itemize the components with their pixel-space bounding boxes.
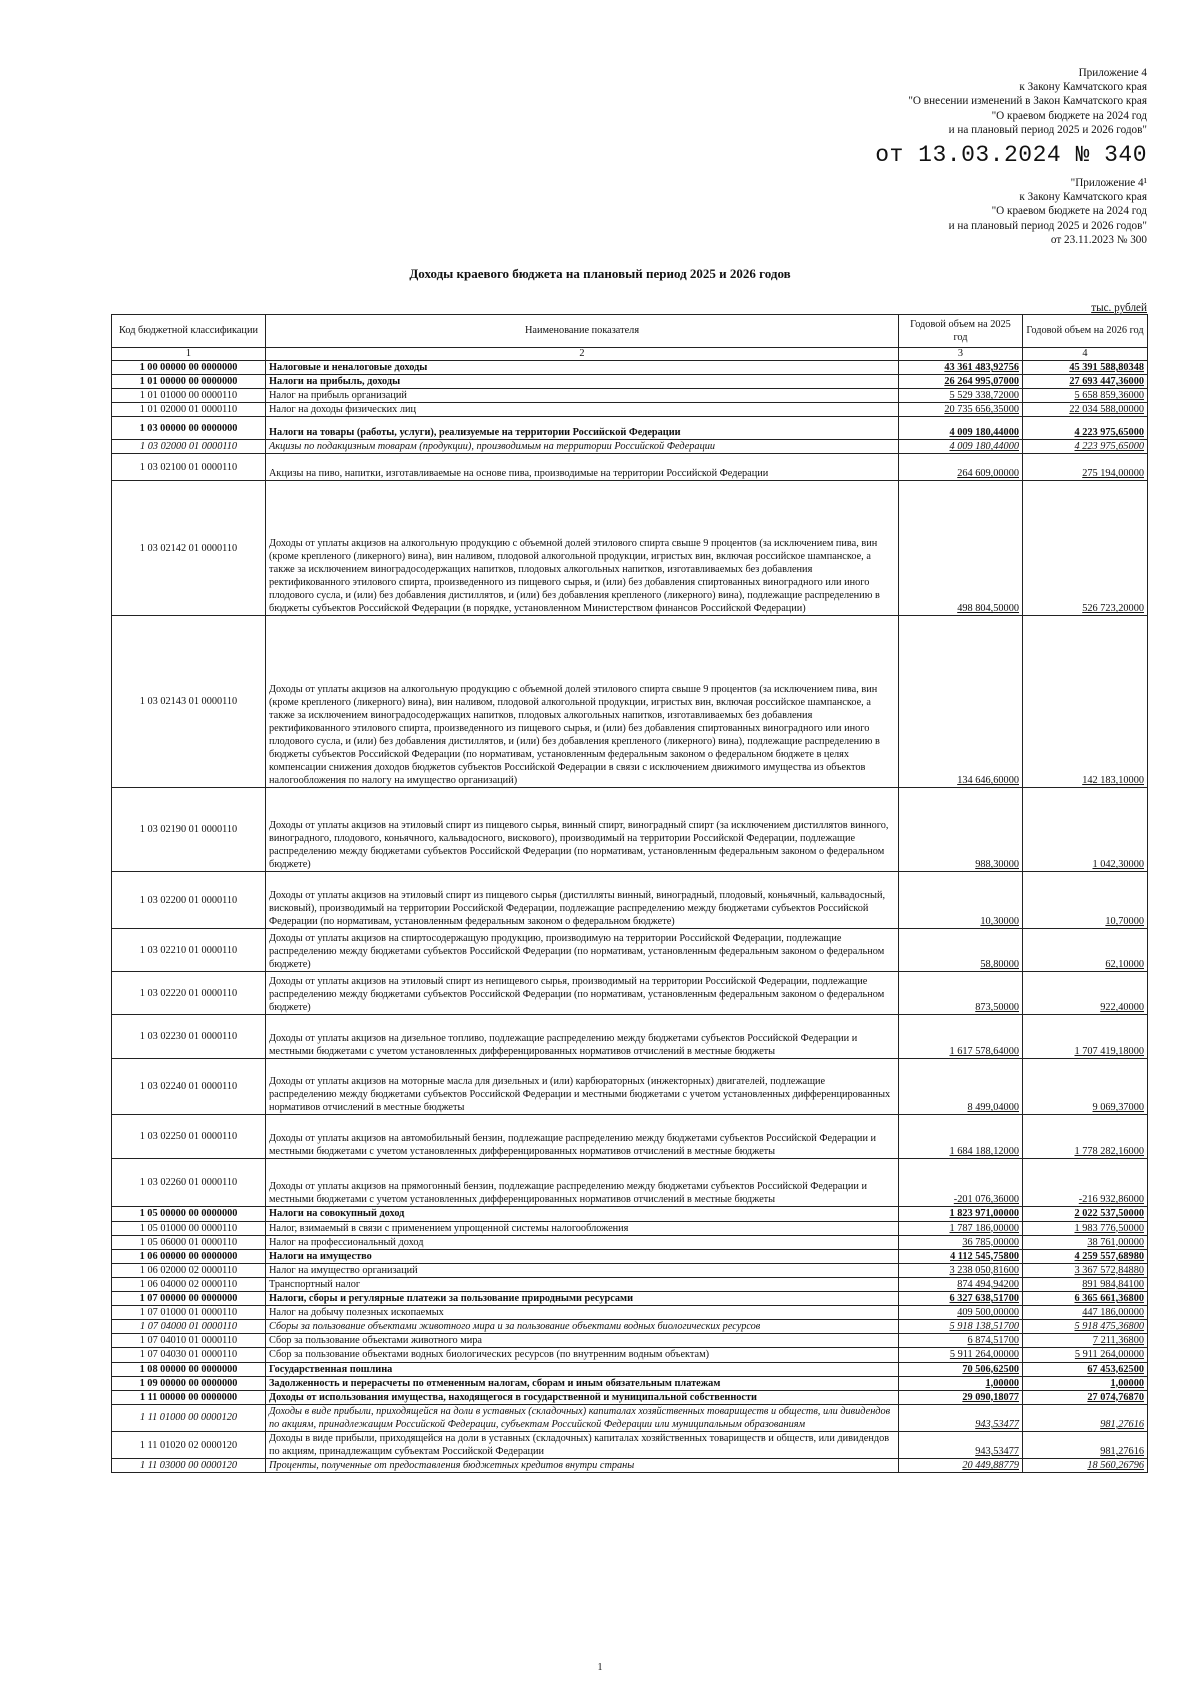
cell-y2026: 67 453,62500 (1023, 1362, 1148, 1376)
date-number-stamp: от 13.03.2024 № 340 (875, 142, 1147, 168)
cell-name: Государственная пошлина (266, 1362, 899, 1376)
cell-y2026: 5 911 264,00000 (1023, 1348, 1148, 1362)
cell-name: Сбор за пользование объектами водных биологических ресурсов (по внутренним водным объектам) (266, 1348, 899, 1362)
cell-code: 1 11 01000 00 0000120 (112, 1404, 266, 1431)
cell-name: Доходы от уплаты акцизов на дизельное топливо, подлежащие распределению между бюджетами субъектов Российской Федерации и местными бюджетами с учетом установленных дифференцированных нормативов отчислений в местные бюджеты (266, 1015, 899, 1059)
cell-name: Доходы от уплаты акцизов на автомобильный бензин, подлежащие распределению между бюджетами субъектов Российской Федерации и местными бюджетами с учетом установленных дифференцированных нормативов отчислений в местные бюджеты (266, 1115, 899, 1159)
cell-code: 1 11 03000 00 0000120 (112, 1459, 266, 1473)
cell-y2026: 526 723,20000 (1023, 481, 1148, 616)
column-number: 4 (1023, 348, 1148, 361)
cell-y2025: 264 609,00000 (899, 454, 1023, 481)
cell-name: Налог на добычу полезных ископаемых (266, 1306, 899, 1320)
cell-code: 1 03 02000 01 0000110 (112, 440, 266, 454)
table-row (112, 788, 1148, 872)
table-row (112, 417, 1148, 440)
cell-y2025: 498 804,50000 (899, 481, 1023, 616)
cell-code: 1 03 02143 01 0000110 (112, 616, 266, 788)
header-line: к Закону Камчатского края (1019, 191, 1147, 204)
table-row (112, 481, 1148, 616)
cell-name: Акцизы по подакцизным товарам (продукции), производимым на территории Российской Федерации (266, 440, 899, 454)
cell-y2025: 4 009 180,44000 (899, 417, 1023, 440)
cell-y2025: 4 112 545,75800 (899, 1249, 1023, 1263)
cell-y2026: 4 259 557,68980 (1023, 1249, 1148, 1263)
cell-y2025: 943,53477 (899, 1431, 1023, 1458)
cell-y2025: 5 918 138,51700 (899, 1320, 1023, 1334)
cell-code: 1 03 02240 01 0000110 (112, 1059, 266, 1115)
cell-y2026: 1 042,30000 (1023, 788, 1148, 872)
column-header-2026: Годовой объем на 2026 год (1023, 315, 1148, 348)
cell-y2026: 5 658 859,36000 (1023, 389, 1148, 403)
cell-code: 1 11 00000 00 0000000 (112, 1390, 266, 1404)
cell-code: 1 03 02250 01 0000110 (112, 1115, 266, 1159)
cell-code: 1 06 04000 02 0000110 (112, 1277, 266, 1291)
table-row (112, 1015, 1148, 1059)
cell-y2025: 70 506,62500 (899, 1362, 1023, 1376)
table-row (112, 1221, 1148, 1235)
cell-y2025: -201 076,36000 (899, 1159, 1023, 1207)
table-row (112, 403, 1148, 417)
cell-y2026: 275 194,00000 (1023, 454, 1148, 481)
cell-code: 1 00 00000 00 0000000 (112, 361, 266, 375)
column-number: 3 (899, 348, 1023, 361)
cell-code: 1 03 02200 01 0000110 (112, 872, 266, 929)
cell-code: 1 07 04030 01 0000110 (112, 1348, 266, 1362)
cell-code: 1 03 02190 01 0000110 (112, 788, 266, 872)
table-row (112, 1277, 1148, 1291)
cell-y2026: 45 391 588,80348 (1023, 361, 1148, 375)
cell-y2025: 1 684 188,12000 (899, 1115, 1023, 1159)
cell-name: Налоговые и неналоговые доходы (266, 361, 899, 375)
cell-name: Доходы от уплаты акцизов на спиртосодержащую продукцию, производимую на территории Российской Федерации, подлежащие распределению между бюджетами субъектов Российской Федерации (по нормативам, установленным федеральным законом о федеральном бюджете) (266, 929, 899, 972)
cell-y2026: 27 693 447,36000 (1023, 375, 1148, 389)
cell-name: Акцизы на пиво, напитки, изготавливаемые на основе пива, производимые на территории Российской Федерации (266, 454, 899, 481)
cell-y2025: 943,53477 (899, 1404, 1023, 1431)
cell-y2025: 5 529 338,72000 (899, 389, 1023, 403)
table-row (112, 1376, 1148, 1390)
table-row (112, 1348, 1148, 1362)
cell-y2025: 58,80000 (899, 929, 1023, 972)
table-row (112, 1362, 1148, 1376)
cell-y2026: 891 984,84100 (1023, 1277, 1148, 1291)
column-number: 1 (112, 348, 266, 361)
cell-code: 1 05 06000 01 0000110 (112, 1235, 266, 1249)
cell-code: 1 03 02220 01 0000110 (112, 972, 266, 1015)
cell-y2026: 5 918 475,36800 (1023, 1320, 1148, 1334)
table-row (112, 1390, 1148, 1404)
cell-y2025: 409 500,00000 (899, 1306, 1023, 1320)
cell-y2026: 7 211,36800 (1023, 1334, 1148, 1348)
table-body (112, 361, 1148, 1473)
cell-code: 1 03 02100 01 0000110 (112, 454, 266, 481)
table-row (112, 389, 1148, 403)
cell-y2025: 4 009 180,44000 (899, 440, 1023, 454)
cell-y2026: 1 707 419,18000 (1023, 1015, 1148, 1059)
header-line: и на плановый период 2025 и 2026 годов" (948, 219, 1147, 232)
cell-code: 1 06 02000 02 0000110 (112, 1263, 266, 1277)
cell-code: 1 03 02142 01 0000110 (112, 481, 266, 616)
cell-y2026: 922,40000 (1023, 972, 1148, 1015)
document-title: Доходы краевого бюджета на плановый период 2025 и 2026 годов (409, 266, 791, 281)
cell-y2026: 981,27616 (1023, 1431, 1148, 1458)
cell-code: 1 03 02260 01 0000110 (112, 1159, 266, 1207)
cell-y2025: 5 911 264,00000 (899, 1348, 1023, 1362)
header-line: "О краевом бюджете на 2024 год (991, 109, 1147, 122)
cell-name: Доходы от уплаты акцизов на моторные масла для дизельных и (или) карбюраторных (инжекторных) двигателей, подлежащие распределению между бюджетами субъектов Российской Федерации и местными бюджетами с учетом установленных дифференцированных нормативов отчислений в местные бюджеты (266, 1059, 899, 1115)
cell-code: 1 08 00000 00 0000000 (112, 1362, 266, 1376)
cell-y2025: 43 361 483,92756 (899, 361, 1023, 375)
table-row (112, 1431, 1148, 1458)
header-line: "О внесении изменений в Закон Камчатского края (908, 95, 1147, 108)
page-number: 1 (597, 1662, 603, 1673)
cell-code: 1 01 02000 01 0000110 (112, 403, 266, 417)
cell-name: Сбор за пользование объектами животного мира (266, 1334, 899, 1348)
table-row (112, 1306, 1148, 1320)
cell-y2025: 1,00000 (899, 1376, 1023, 1390)
cell-y2026: 2 022 537,50000 (1023, 1207, 1148, 1221)
cell-name: Налог на имущество организаций (266, 1263, 899, 1277)
cell-y2025: 29 090,18077 (899, 1390, 1023, 1404)
table-row (112, 972, 1148, 1015)
revenue-table (111, 314, 1148, 1473)
cell-code: 1 07 04010 01 0000110 (112, 1334, 266, 1348)
cell-name: Налоги на совокупный доход (266, 1207, 899, 1221)
cell-y2026: 142 183,10000 (1023, 616, 1148, 788)
cell-y2026: 1 983 776,50000 (1023, 1221, 1148, 1235)
column-number: 2 (266, 348, 899, 361)
units-label: тыс. рублей (1091, 302, 1147, 314)
cell-y2025: 873,50000 (899, 972, 1023, 1015)
table-row (112, 1459, 1148, 1473)
header-line: Приложение 4 (1078, 67, 1147, 79)
table-row (112, 1334, 1148, 1348)
cell-y2025: 988,30000 (899, 788, 1023, 872)
cell-y2026: 9 069,37000 (1023, 1059, 1148, 1115)
header-line: "О краевом бюджете на 2024 год (991, 205, 1147, 218)
cell-y2026: 10,70000 (1023, 872, 1148, 929)
cell-name: Налог на доходы физических лиц (266, 403, 899, 417)
cell-name: Доходы в виде прибыли, приходящейся на доли в уставных (складочных) капиталах хозяйственных товариществ и обществ, или дивидендов по акциям, принадлежащим субъектам Российской Федерации (266, 1431, 899, 1458)
cell-code: 1 01 01000 00 0000110 (112, 389, 266, 403)
cell-y2025: 1 617 578,64000 (899, 1015, 1023, 1059)
cell-y2025: 874 494,94200 (899, 1277, 1023, 1291)
table-row (112, 375, 1148, 389)
column-header-code: Код бюджетной классификации (112, 315, 266, 348)
header-line: "Приложение 4¹ (1070, 177, 1147, 189)
table-row (112, 440, 1148, 454)
table-row (112, 1320, 1148, 1334)
table-row (112, 1263, 1148, 1277)
column-number-row (112, 348, 1148, 361)
cell-y2025: 1 823 971,00000 (899, 1207, 1023, 1221)
cell-name: Проценты, полученные от предоставления бюджетных кредитов внутри страны (266, 1459, 899, 1473)
cell-y2026: 3 367 572,84880 (1023, 1263, 1148, 1277)
table-row (112, 1404, 1148, 1431)
header-line: от 23.11.2023 № 300 (1050, 233, 1147, 246)
cell-y2026: 62,10000 (1023, 929, 1148, 972)
cell-name: Доходы от уплаты акцизов на прямогонный бензин, подлежащие распределению между бюджетами субъектов Российской Федерации и местными бюджетами с учетом установленных дифференцированных нормативов отчислений в местные бюджеты (266, 1159, 899, 1207)
cell-code: 1 03 02230 01 0000110 (112, 1015, 266, 1059)
table-row (112, 872, 1148, 929)
cell-name: Доходы от уплаты акцизов на этиловый спирт из непищевого сырья, производимый на территории Российской Федерации, подлежащие распределению между бюджетами субъектов Российской Федерации (по нормативам, установленным федеральным законом о федеральном бюджете) (266, 972, 899, 1015)
cell-y2026: 27 074,76870 (1023, 1390, 1148, 1404)
cell-code: 1 05 00000 00 0000000 (112, 1207, 266, 1221)
cell-name: Налоги на прибыль, доходы (266, 375, 899, 389)
annex-header-bottom (949, 176, 1147, 247)
cell-y2025: 26 264 995,07000 (899, 375, 1023, 389)
cell-y2025: 6 327 638,51700 (899, 1292, 1023, 1306)
cell-code: 1 07 04000 01 0000110 (112, 1320, 266, 1334)
table-header-row (112, 315, 1148, 348)
cell-name: Доходы от уплаты акцизов на этиловый спирт из пищевого сырья, винный спирт, виноградный спирт (за исключением дистиллятов винного, виноградного, плодового, коньячного, кальвадосного, вискового), производимый на территории Российской Федерации, подлежащие распределению между бюджетами субъектов Российской Федерации (по нормативам, установленным федеральным законом о федеральном бюджете) (266, 788, 899, 872)
cell-y2026: 447 186,00000 (1023, 1306, 1148, 1320)
cell-name: Доходы от уплаты акцизов на алкогольную продукцию с объемной долей этилового спирта свыше 9 процентов (за исключением пива, вин (кроме крепленого (ликерного) вина), вин наливом, плодовой алкогольной продукции, игристых вин, включая российское шампанское, а также за исключением виноградосодержащих напитков, плодовых алкогольных напитков, изготавливаемых без добавления ректификованного этилового спирта, произведенного из пищевого сырья, и (или) без добавления спиртованных виноградного или иного плодового сусла, и (или) без добавления дистиллятов, и (или) без добавления крепленого (ликерного) вина), подлежащие распределению в бюджеты субъектов Российской Федерации (в порядке, установленном Министерством финансов Российской Федерации) (266, 481, 899, 616)
cell-y2025: 1 787 186,00000 (899, 1221, 1023, 1235)
cell-y2026: 18 560,26796 (1023, 1459, 1148, 1473)
cell-code: 1 07 01000 01 0000110 (112, 1306, 266, 1320)
table-row (112, 1159, 1148, 1207)
table-row (112, 1235, 1148, 1249)
cell-name: Налоги на имущество (266, 1249, 899, 1263)
cell-name: Доходы от уплаты акцизов на алкогольную продукцию с объемной долей этилового спирта свыше 9 процентов (за исключением пива, вин (кроме крепленого (ликерного) вина), вин наливом, плодовой алкогольной продукции, игристых вин, включая российское шампанское, а также за исключением виноградосодержащих напитков, плодовых алкогольных напитков, изготавливаемых без добавления ректификованного этилового спирта, произведенного из пищевого сырья, и (или) без добавления спиртованных виноградного или иного плодового сусла, и (или) без добавления дистиллятов, и (или) без добавления крепленого (ликерного) вина), подлежащие распределению в бюджеты субъектов Российской Федерации (по нормативам, установленным федеральным законом о федеральном бюджете в целях компенсации снижения доходов бюджетов субъектов Российской Федерации в связи с исключением движимого имущества из объектов налогообложения по налогу на имущество организаций) (266, 616, 899, 788)
cell-name: Налог, взимаемый в связи с применением упрощенной системы налогообложения (266, 1221, 899, 1235)
cell-y2025: 20 735 656,35000 (899, 403, 1023, 417)
table-row (112, 1115, 1148, 1159)
annex-header-top (908, 66, 1147, 137)
cell-code: 1 06 00000 00 0000000 (112, 1249, 266, 1263)
cell-y2026: 4 223 975,65000 (1023, 417, 1148, 440)
table-row (112, 454, 1148, 481)
cell-y2025: 10,30000 (899, 872, 1023, 929)
cell-code: 1 09 00000 00 0000000 (112, 1376, 266, 1390)
cell-code: 1 03 00000 00 0000000 (112, 417, 266, 440)
cell-name: Доходы от уплаты акцизов на этиловый спирт из пищевого сырья (дистилляты винный, виноградный, плодовый, коньячный, кальвадосный, висковый), производимый на территории Российской Федерации, подлежащие распределению между бюджетами субъектов Российской Федерации (по нормативам, установленным федеральным законом о федеральном бюджете) (266, 872, 899, 929)
cell-code: 1 01 00000 00 0000000 (112, 375, 266, 389)
cell-name: Задолженность и перерасчеты по отмененным налогам, сборам и иным обязательным платежам (266, 1376, 899, 1390)
cell-code: 1 05 01000 00 0000110 (112, 1221, 266, 1235)
cell-y2026: 22 034 588,00000 (1023, 403, 1148, 417)
table-row (112, 1207, 1148, 1221)
cell-name: Транспортный налог (266, 1277, 899, 1291)
header-line: и на плановый период 2025 и 2026 годов" (948, 123, 1147, 136)
cell-y2025: 8 499,04000 (899, 1059, 1023, 1115)
cell-y2025: 20 449,88779 (899, 1459, 1023, 1473)
cell-name: Налог на прибыль организаций (266, 389, 899, 403)
table-row (112, 929, 1148, 972)
cell-y2025: 134 646,60000 (899, 616, 1023, 788)
cell-y2025: 3 238 050,81600 (899, 1263, 1023, 1277)
table-row (112, 1249, 1148, 1263)
table-row (112, 1292, 1148, 1306)
table-row (112, 361, 1148, 375)
cell-code: 1 11 01020 02 0000120 (112, 1431, 266, 1458)
table-row (112, 1059, 1148, 1115)
cell-code: 1 03 02210 01 0000110 (112, 929, 266, 972)
cell-y2025: 36 785,00000 (899, 1235, 1023, 1249)
cell-y2026: 6 365 661,36800 (1023, 1292, 1148, 1306)
cell-name: Доходы в виде прибыли, приходящейся на доли в уставных (складочных) капиталах хозяйственных товариществ и обществ, или дивидендов по акциям, принадлежащим Российской Федерации, субъектам Российской Федерации или муниципальным образованиям (266, 1404, 899, 1431)
cell-name: Налог на профессиональный доход (266, 1235, 899, 1249)
table-row (112, 616, 1148, 788)
cell-code: 1 07 00000 00 0000000 (112, 1292, 266, 1306)
cell-name: Налоги на товары (работы, услуги), реализуемые на территории Российской Федерации (266, 417, 899, 440)
cell-name: Налоги, сборы и регулярные платежи за пользование природными ресурсами (266, 1292, 899, 1306)
header-line: к Закону Камчатского края (1019, 81, 1147, 94)
column-header-name: Наименование показателя (266, 315, 899, 348)
column-header-2025: Годовой объем на 2025 год (899, 315, 1023, 348)
cell-y2026: 4 223 975,65000 (1023, 440, 1148, 454)
cell-y2026: 1 778 282,16000 (1023, 1115, 1148, 1159)
cell-y2026: 1,00000 (1023, 1376, 1148, 1390)
cell-y2026: -216 932,86000 (1023, 1159, 1148, 1207)
cell-y2026: 38 761,00000 (1023, 1235, 1148, 1249)
cell-y2026: 981,27616 (1023, 1404, 1148, 1431)
cell-name: Сборы за пользование объектами животного мира и за пользование объектами водных биологических ресурсов (266, 1320, 899, 1334)
cell-y2025: 6 874,51700 (899, 1334, 1023, 1348)
cell-name: Доходы от использования имущества, находящегося в государственной и муниципальной собственности (266, 1390, 899, 1404)
